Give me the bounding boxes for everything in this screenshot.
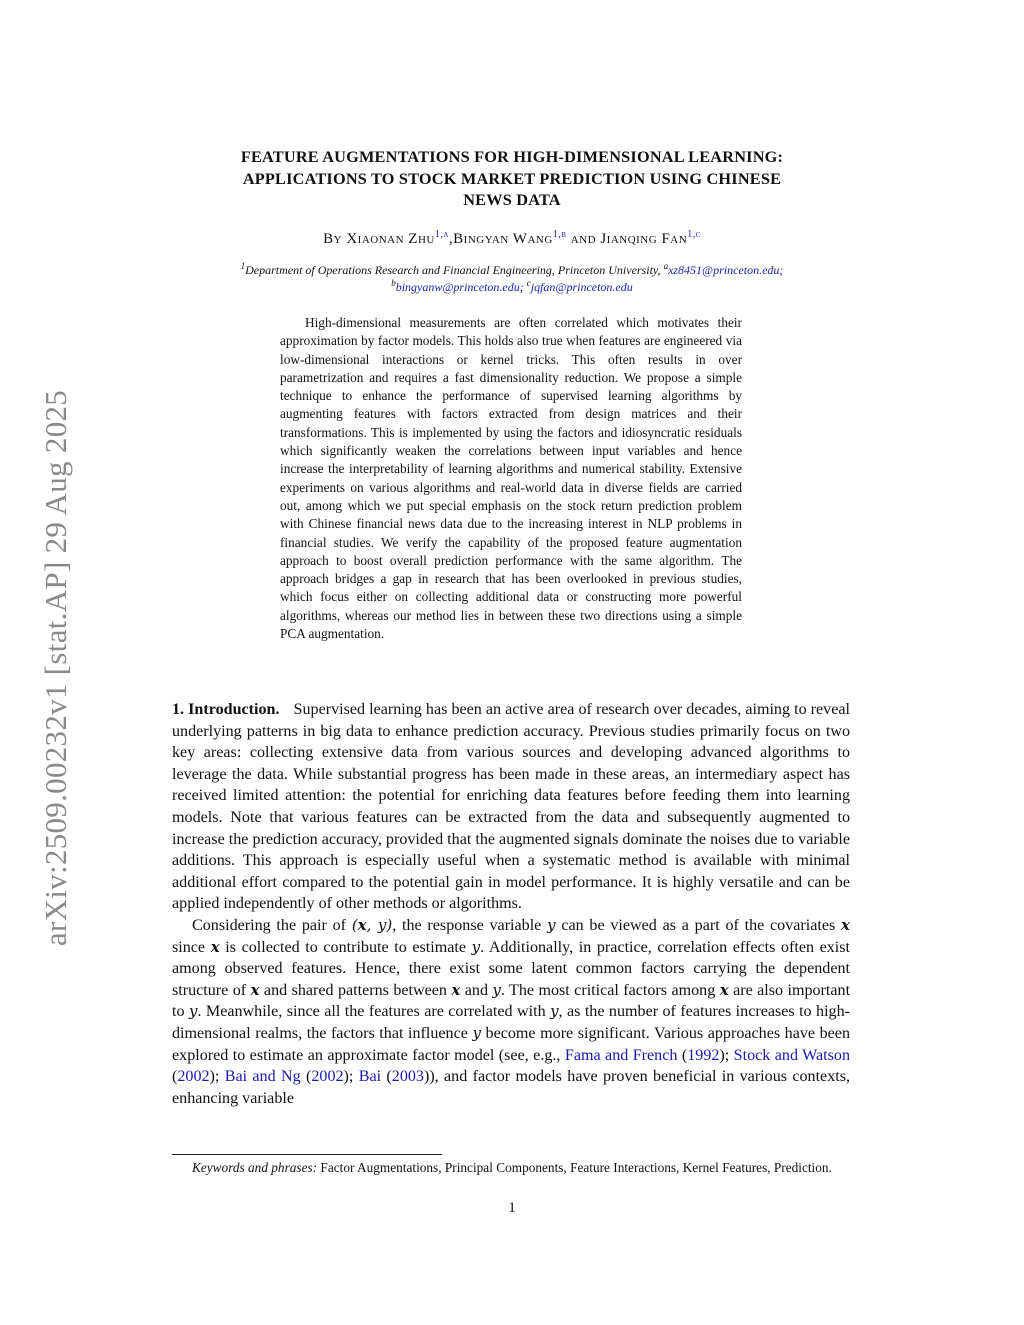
citation-year-link[interactable]: 2002 — [311, 1068, 344, 1086]
by-label: By — [323, 231, 343, 247]
paper-title — [180, 146, 844, 211]
and-label: and — [570, 231, 597, 247]
main-text — [172, 699, 850, 1109]
arxiv-identifier: arXiv:2509.00232v1 [stat.AP] 29 Aug 2025 — [38, 389, 73, 947]
text-run: ), and factor models have proven beneficial in various contexts, enhancing variable — [172, 1068, 851, 1107]
email-marker: a — [663, 261, 669, 271]
text-run: is collected to contribute to estimate — [225, 938, 466, 956]
math-symbol: y — [188, 1002, 198, 1021]
title-line: NEWS DATA — [463, 190, 561, 209]
text-run: become more significant. Various approaches have been explored to estimate an approximate factor model (see, e.g., — [172, 1024, 850, 1064]
email-marker: b — [391, 278, 396, 288]
department-name: Department of Operations Research and Financial Engineering, Princeton University, — [245, 263, 661, 277]
citation-link[interactable]: Stock and Watson — [733, 1046, 851, 1064]
citation-year-link[interactable]: 2002 — [177, 1068, 210, 1086]
citation-link[interactable]: Bai — [358, 1068, 382, 1086]
text-run: are also important to — [172, 981, 851, 1021]
author-name: Xiaonan Zhu — [346, 231, 435, 247]
paragraph — [172, 699, 850, 915]
text-run: can be viewed as a part of the covariates — [561, 916, 836, 934]
section-heading: Introduction. — [188, 701, 280, 718]
footnote-divider — [172, 1154, 442, 1155]
email-link[interactable]: bingyanw@princeton.edu; — [395, 280, 524, 294]
keywords-footnote — [172, 1159, 850, 1178]
math-symbol: y — [492, 980, 501, 999]
keywords-label: Keywords and phrases: — [192, 1160, 318, 1175]
math — [352, 916, 392, 934]
citation-link[interactable]: Fama and French — [564, 1046, 678, 1064]
text-run: , as the number of features increases to high-dimensional realms, the factors that influence — [172, 1003, 850, 1042]
text-run: since — [172, 938, 206, 956]
math-symbol: x — [719, 980, 729, 999]
author-name: Jianqing Fan — [600, 231, 688, 247]
author-superscript[interactable]: 1,c — [687, 229, 701, 240]
page-number: 1 — [508, 1200, 516, 1216]
math-symbol: ) — [386, 915, 393, 934]
text-run: . Meanwhile, since all the features are correlated with — [197, 1003, 546, 1021]
math-symbol: ( — [351, 915, 358, 934]
author-superscript[interactable]: 1,a — [434, 229, 449, 240]
abstract — [280, 314, 742, 643]
author-list — [150, 231, 874, 248]
math-symbol: y — [472, 1023, 481, 1042]
citation-year-link[interactable]: 2003 — [391, 1068, 424, 1086]
paragraph-text: Supervised learning has been an active area of research over decades, aiming to reveal underlying patterns in big data to enhance prediction accuracy. Previous studies primarily focus on two key areas: collecting extensive data from various sources and developing advanced algorithms to leverage the data. While substantial progress has been made in these areas, an intermediary aspect has received limited attention: the potential for enriching data features before feeding them into learning models. Note that various features can be extracted from the data and subsequently augmented to increase the prediction accuracy, provided that the augmented signals dominate the noises due to variable additions. This approach is especially useful when a systematic method is available with minimal additional effort compared to the potential gain in model performance. It is highly versatile and can be applied independently of other methods or algorithms. — [172, 701, 850, 913]
math-symbol: x — [357, 915, 367, 934]
author-separator: , — [448, 231, 454, 247]
affiliation-line — [150, 262, 874, 279]
math-symbol: , y — [366, 915, 387, 934]
text-run: and shared patterns between — [263, 981, 447, 999]
affiliation-block — [150, 262, 874, 296]
affiliation-marker: 1 — [240, 261, 246, 271]
email-marker: c — [526, 278, 531, 288]
email-link[interactable]: jqfan@princeton.edu — [530, 280, 633, 294]
citation-year-link[interactable]: 1992 — [687, 1046, 720, 1064]
math-symbol: x — [250, 980, 260, 999]
title-line: FEATURE AUGMENTATIONS FOR HIGH-DIMENSIONAL LEARNING: — [240, 147, 784, 166]
author-name: Bingyan Wang — [453, 231, 553, 247]
math-symbol: x — [841, 915, 850, 934]
keywords-text: Factor Augmentations, Principal Components, Feature Interactions, Kernel Features, Prediction. — [320, 1160, 832, 1175]
affiliation-line — [150, 279, 874, 296]
math-symbol: x — [210, 937, 220, 956]
email-link[interactable]: xz8451@princeton.edu; — [668, 263, 784, 277]
author-superscript[interactable]: 1,b — [552, 229, 567, 240]
text-run: . The most critical factors among — [500, 981, 716, 999]
math-symbol: x — [451, 980, 461, 999]
math-symbol: y — [550, 1002, 559, 1021]
paragraph: Considering the pair of (x, y), the response variable y can be viewed as a part of the covariates x since x is collected to contribute to estimate y. Additionally, in practice, correlation effects often exist among observed features. Hence, there exist some latent common factors carrying the dependent structure of x and shared patterns between x and y. The most critical factors among x are also important to y. Meanwhile, since all the features are correlated with y, as the number of features increases to high-dimensional realms, the factors that influence y become more significant. Various approaches have been explored to estimate an approximate factor model (see, e.g., Fama and French (1992); Stock and Watson (2002); Bai and Ng (2002); Bai (2003)), and factor models have proven beneficial in various contexts, enhancing variable — [172, 915, 851, 1107]
citation-link[interactable]: Bai and Ng — [224, 1068, 301, 1086]
text-run: Considering the pair of — [192, 916, 347, 934]
text-run: , the response variable — [392, 916, 542, 934]
text-run: and — [464, 981, 488, 999]
math-symbol: y — [547, 915, 556, 934]
abstract-text: High-dimensional measurements are often correlated which motivates their approximation by factor models. This holds also true when features are engineered via low-dimensional interactions or kernel tricks. This often results in over parametrization and requires a fast dimensionality reduction. We propose a simple technique to enhance the performance of supervised learning algorithms by augmenting features with factors extracted from design matrices and their transformations. This is implemented by using the factors and idiosyncratic residuals which significantly weaken the correlations between input variables and hence increase the interpretability of learning algorithms and numerical stability. Extensive experiments on various algorithms and real-world data in diverse fields are carried out, among which we put special emphasis on the stock return prediction problem with Chinese financial news data due to the increasing interest in NLP problems in financial studies. We verify the capability of the proposed feature augmentation approach to boost overall prediction performance with the same algorithm. The approach bridges a gap in research that has been overlooked in previous studies, which focus either on collecting additional data or constructing more powerful algorithms, whereas our method lies in between these two directions using a simple PCA augmentation. — [280, 315, 742, 642]
text-run: . Additionally, in practice, correlation effects often exist among observed features. Hence, there exist some latent common factors carrying the dependent structure of — [172, 938, 851, 999]
math-symbol: y — [471, 937, 481, 956]
section-number: 1. — [172, 701, 185, 718]
title-line: APPLICATIONS TO STOCK MARKET PREDICTION USING CHINESE — [242, 168, 782, 188]
